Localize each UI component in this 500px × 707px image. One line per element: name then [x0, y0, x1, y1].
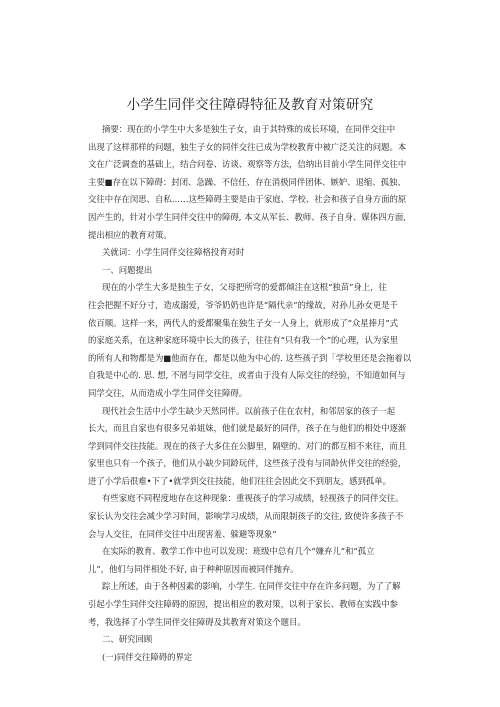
text-line: 在实际的教育、教学工作中也可以发现：班级中总有几个“嫌弃儿”和“孤立: [102, 546, 375, 557]
text-line: 家长认为交往会减少学习时间，影响学习成绩，从而限制孩子的交往, 致使许多孩子不: [88, 511, 404, 522]
text-line: 会与人交往，在同伴交往中出现害羞、躲避等现象“: [88, 528, 277, 539]
text-line: 家里也只有一个孩子，他们从小缺少同龄玩伴，这些孩子没有与同龄伙伴交往的经验，: [88, 458, 407, 469]
text-line: 同学交往，从而造成小学生同伴交往障碍。: [88, 387, 248, 398]
text-line: 因产生的，针对小学生同伴交往中的障碍, 本文从军长、教师、孩子自身、媒体四方面,: [88, 211, 406, 222]
text-line: 依百顺。这样一来，两代人的爱都聚集在独生子女一人身上，就形成了“众星捧月”式: [88, 317, 399, 328]
text-line: 文在广泛调查的基础上，结合问卷、访谈、观察等方法，信纳出目前小学生同伴交往中: [88, 159, 407, 170]
text-line: (一)同伴交往障碍的界定: [102, 651, 193, 662]
text-line: 现代社会生活中小学生缺少天然同伴。以前孩子住在农村，和邻居家的孩子一起: [102, 405, 396, 416]
text-line: 的家庭关系，在这种家庭环境中长大的孩子，往往有“只有我一个”的心理，认为家里: [88, 335, 399, 346]
text-line: 儿”，他们与同伴相处不好, 由于种种原因而被同伴抛弃。: [88, 563, 299, 574]
text-line: 提出相应的教育对策。: [88, 229, 172, 240]
text-line: 主要■存在以下障碍：封闭、急躁、不信任、存在消极同伴团体、嫉妒、退缩、孤独、: [88, 176, 406, 187]
text-line: 关就词：小学生同伴交往障格投育对时: [102, 247, 245, 258]
text-line: 引起小学生同伴交往障碍的原因，提出相应的教对策，以利于家长、教师在实践中参: [88, 599, 398, 610]
text-line: 学到同伴交往技能。现在的孩子大多住在公脚里，隔壁的、对门的都互相不来往，而且: [88, 440, 407, 451]
text-line: 踪上所述，由于各种因素的影响，小学生. 在同伴交往中存在许多问题，为了了解: [102, 581, 401, 592]
text-line: 摘要：现在的小学生中大多是独生子女，由于其特殊的成长环境，在同伴交往中: [102, 124, 396, 134]
text-line: 长大，而且自家也有很多兄弟姐妹，他们就是最好的同伴，孩子在与他们的相处中逐渐: [88, 423, 407, 434]
text-line: 出现了这样那样的问题，独生子女的同伴交往已成为学校教育中被广泛关注的问题。本: [88, 141, 407, 152]
text-line: 自我是中心的. 思. 想, 不屑与同学交往，或者由于没有人际交往的经验，不知道如何与: [88, 370, 406, 381]
text-line: 交往中存在闵思、自私……这些障碍主要是由于家庭、学校、社会和孩子自身方面的原: [88, 194, 407, 205]
document-title: 小学生同伴交往障碍特征及教育对策研究: [126, 97, 374, 113]
text-line: 二、研究回顾: [102, 634, 153, 645]
text-line: 进了小学后很难•下了•就学到交往技能，他们往往会因此交不到朋友，感到孤单。: [88, 475, 392, 486]
text-line: 往会把握不好分寸，造成溺爱，爷爷奶奶也许是“隔代亲”的缘故，对孙儿孙女更是千: [88, 299, 399, 310]
document-body: [88, 121, 418, 666]
text-line: 考，我选择了小学生同伴交往障碍及其教育对策这个题目。: [88, 616, 306, 627]
text-line: 一、问题提出: [102, 264, 153, 275]
text-line: 有些家庭不同程度地存在这种现象：重视孩子的学习成绩，轻视孩子的同伴交往。: [102, 493, 404, 504]
text-line: 现在的小学生大多是独生子女，父母把所穹的爱都倾注在这根“独苗”身上，往: [102, 282, 387, 293]
text-line: 的所有人和物都是为■他而存在，都是以他为中心的. 这些孩子到「学校里还是会拖着以: [88, 352, 412, 363]
